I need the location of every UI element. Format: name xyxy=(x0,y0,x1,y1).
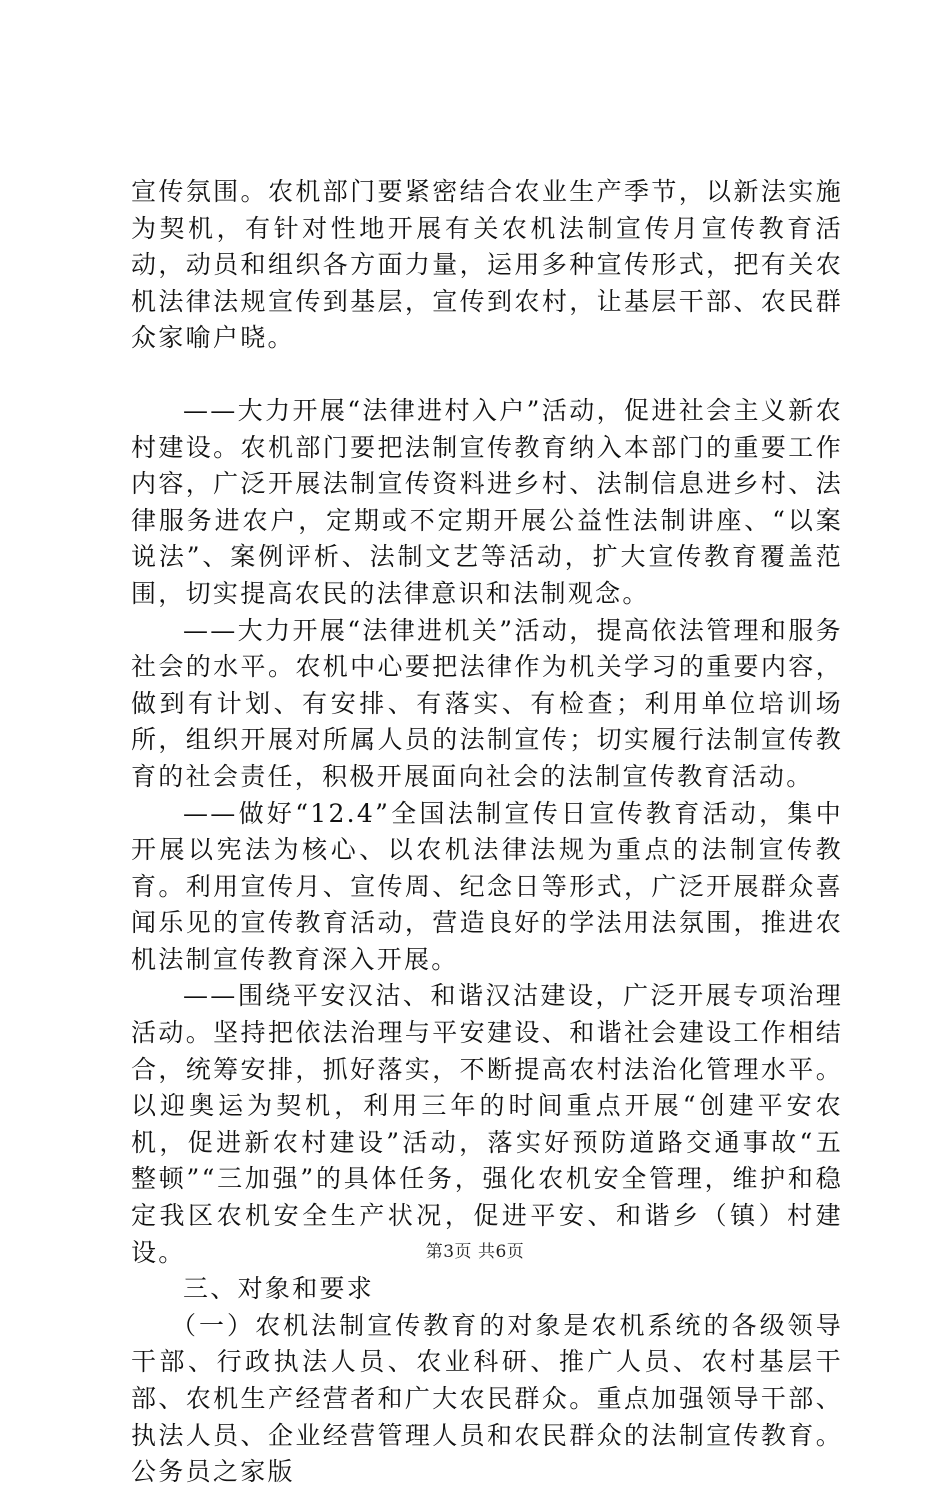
paragraph-safety-governance: ——围绕平安汉沽、和谐汉沽建设，广泛开展专项治理活动。坚持把依法治理与平安建设、和谐社会建设工作相结合，统筹安排，抓好落实，不断提高农村法治化管理水平。以迎奥运为契机，利用三年的时间重点开展“创建平安农机，促进新农村建设”活动，落实好预防道路交通事故“五整顿”“三加强”的具体任务，强化农机安全管理，维护和稳定我区农机安全生产状况，促进平安、和谐乡（镇）村建设。 xyxy=(131,981,843,1267)
paragraph-continuation: 宣传氛围。农机部门要紧密结合农业生产季节，以新法实施为契机，有针对性地开展有关农机法制宣传月宣传教育活动，动员和组织各方面力量，运用多种宣传形式，把有关农机法律法规宣传到基层，宣传到农村，让基层干部、农民群众家喻户晓。 xyxy=(131,177,843,353)
page-number-footer: 第3页 共6页 xyxy=(425,1242,525,1262)
paragraph-village-law: ——大力开展“法律进村入户”活动，促进社会主义新农村建设。农机部门要把法制宣传教育纳入本部门的重要工作内容，广泛开展法制宣传资料进乡村、法制信息进乡村、法律服务进农户，定期或不定期开展公益性法制讲座、“以案说法”、案例评析、法制文艺等活动，扩大宣传教育覆盖范围，切实提高农民的法律意识和法制观念。 xyxy=(131,395,843,608)
paragraph-targets: （一）农机法制宣传教育的对象是农机系统的各级领导干部、行政执法人员、农业科研、推广人员、农村基层干部、农机生产经营者和广大农民群众。重点加强领导干部、执法人员、企业经营管理人员和农民群众的法制宣传教育。公务员之家版 xyxy=(131,1310,843,1487)
section-heading: 三、对象和要求 xyxy=(183,1274,375,1304)
document-body xyxy=(131,174,843,1491)
paragraph-legal-day: ——做好“12.4”全国法制宣传日宣传教育活动，集中开展以宪法为核心、以农机法律法规为重点的法制宣传教育。利用宣传月、宣传周、纪念日等形式，广泛开展群众喜闻乐见的宣传教育活动，营造良好的学法用法氛围，推进农机法制宣传教育深入开展。 xyxy=(131,798,843,974)
paragraph-agency-law: ——大力开展“法律进机关”活动，提高依法管理和服务社会的水平。农机中心要把法律作为机关学习的重要内容，做到有计划、有安排、有落实、有检查；利用单位培训场所，组织开展对所属人员的法制宣传；切实履行法制宣传教育的社会责任，积极开展面向社会的法制宣传教育活动。 xyxy=(131,615,843,791)
